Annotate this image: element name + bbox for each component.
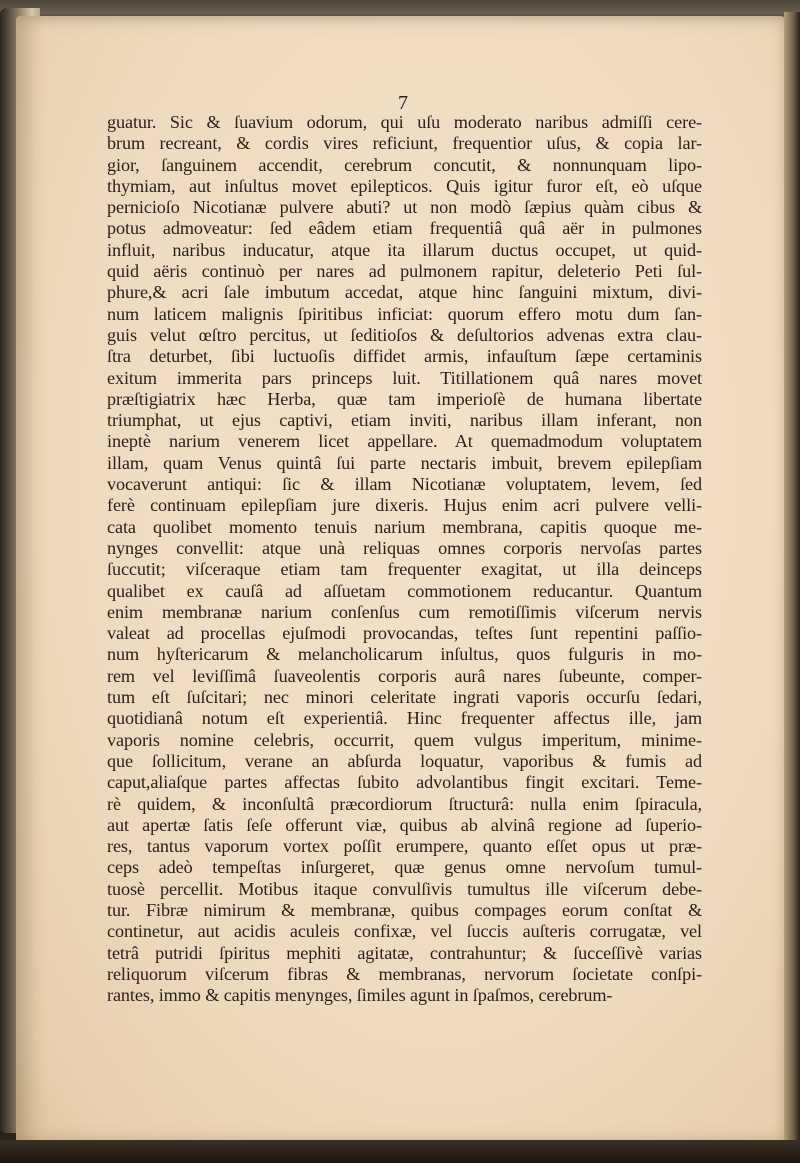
text-line: ſuccutit; viſceraque etiam tam frequenter exagitat, ut illa deinceps — [107, 559, 702, 580]
text-line: res, tantus vaporum vortex poſſit erumpere, quanto eſſet opus ut præ- — [107, 836, 702, 857]
text-line: num laticem malignis ſpiritibus inficiat: quorum effero motu dum ſan- — [107, 303, 702, 324]
text-line: præſtigiatrix hæc Herba, quæ tam imperioſè de humana libertate — [107, 388, 702, 409]
text-line: num hyſtericarum & melancholicarum inſultus, quos fulguris in mo- — [107, 644, 702, 665]
text-line: continetur, aut acidis aculeis confixæ, vel ſuccis auſteris corrugatæ, vel — [107, 921, 702, 942]
text-line: rantes, immo & capitis menynges, ſimiles agunt in ſpaſmos, cerebrum- — [107, 985, 613, 1006]
text-line: enim membranæ narium conſenſus cum remotiſſimis viſcerum nervis — [107, 601, 702, 622]
text-line: gior, ſanguinem accendit, cerebrum concutit, & nonnunquam lipo- — [107, 154, 702, 175]
text-line: influit, naribus inducatur, atque ita illarum ductus occupet, ut quid- — [107, 239, 702, 260]
text-line: guatur. Sic & ſuavium odorum, qui uſu moderato naribus admiſſi cere- — [107, 112, 702, 132]
text-line: quotidianâ notum eſt experientiâ. Hinc frequenter affectus ille, jam — [107, 708, 702, 729]
text-line: que ſollicitum, verane an abſurda loquatur, vaporibus & fumis ad — [107, 750, 702, 771]
text-line: vaporis nomine celebris, occurrit, quem vulgus imperitum, minime- — [107, 729, 702, 750]
text-line: guis velut œſtro percitus, ut ſeditioſos & deſultorios advenas extra clau- — [107, 324, 702, 345]
text-line: rè quidem, & inconſultâ præcordiorum ſtructurâ: nulla enim ſpiracula, — [107, 793, 702, 814]
right-page-edge — [784, 12, 800, 1152]
text-line: tum eſt ſuſcitari; nec minori celeritate ingrati vaporis occurſu ſedari, — [107, 687, 702, 708]
page-number: 7 — [398, 92, 408, 114]
text-line: valeat ad procellas ejuſmodi provocandas, teſtes ſunt repentini paſſio- — [107, 623, 702, 644]
text-line: qualibet ex cauſâ ad aſſuetam commotionem reducantur. Quantum — [107, 580, 702, 601]
text-line: tur. Fibræ nimirum & membranæ, quibus compages eorum conſtat & — [107, 899, 702, 920]
text-line: phure,& acri ſale imbutum accedat, atque hinc ſanguini mixtum, divi- — [107, 282, 702, 303]
text-line: potus admoveatur: ſed eâdem etiam frequentiâ quâ aër in pulmones — [107, 218, 702, 239]
text-line: ineptè narium venerem licet appellare. At quemadmodum voluptatem — [107, 431, 702, 452]
text-line: caput,aliaſque partes affectas ſubito advolantibus fingit excitari. Teme- — [107, 772, 702, 793]
text-line: ceps adeò tempeſtas inſurgeret, quæ genus omne nervoſum tumul- — [107, 857, 702, 878]
text-line: quid aëris continuò per nares ad pulmonem rapitur, deleterio Peti ſul- — [107, 261, 702, 282]
text-line: brum recreant, & cordis vires reficiunt, frequentior uſus, & copia lar- — [107, 133, 702, 154]
text-line: rem vel leviſſimâ ſuaveolentis corporis aurâ nares ſubeunte, comper- — [107, 665, 702, 686]
text-line: reliquorum viſcerum fibras & membranas, nervorum ſocietate conſpi- — [107, 963, 702, 984]
bottom-page-edge — [0, 1140, 800, 1163]
text-line: nynges convellit: atque unà reliquas omnes corporis nervoſas partes — [107, 537, 702, 558]
text-line: triumphat, ut ejus captivi, etiam inviti, naribus illam inferant, non — [107, 410, 702, 431]
text-line: ferè continuam epilepſiam jure dixeris. Hujus enim acri pulvere velli- — [107, 495, 702, 516]
text-line: thymiam, aut inſultus movet epilepticos. Quis igitur furor eſt, eò uſque — [107, 175, 702, 196]
text-line: pernicioſo Nicotianæ pulvere abuti? ut non modò ſæpius quàm cibus & — [107, 197, 702, 218]
text-line: tetrâ putridi ſpiritus mephiti agitatæ, contrahuntur; & ſucceſſivè varias — [107, 942, 702, 963]
text-line: illam, quam Venus quintâ ſui parte nectaris imbuit, brevem epilepſiam — [107, 452, 702, 473]
text-line: exitum immerita pars princeps luit. Titillationem quâ nares movet — [107, 367, 702, 388]
body-text — [107, 112, 702, 1006]
text-line: tuosè percellit. Motibus itaque convulſivis tumultus ille viſcerum debe- — [107, 878, 702, 899]
text-line: cata quolibet momento tenuis narium membrana, capitis quoque me- — [107, 516, 702, 537]
text-line: aut apertæ ſatis ſeſe offerunt viæ, quibus ab alvinâ regione ad ſuperio- — [107, 814, 702, 835]
text-line: vocaverunt antiqui: ſic & illam Nicotianæ voluptatem, levem, ſed — [107, 474, 702, 495]
text-line: ſtra deturbet, ſibi luctuoſis diffidet armis, infauſtum ſæpe certaminis — [107, 346, 702, 367]
